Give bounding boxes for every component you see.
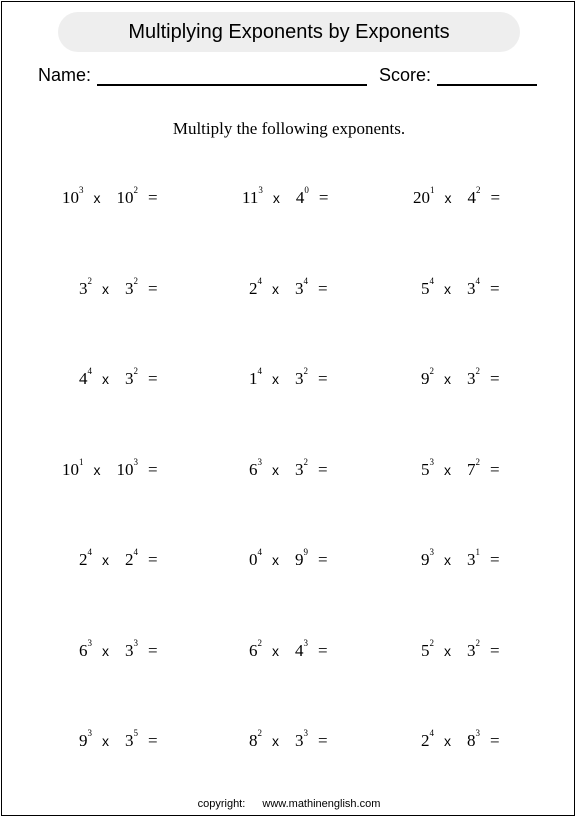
exponent-1: 4 [257, 547, 262, 558]
equals-sign: = [318, 369, 328, 388]
exponent-1: 4 [87, 547, 92, 558]
multiply-sign: x [272, 733, 279, 749]
problem-1-3 [413, 185, 501, 208]
multiply-sign: x [102, 371, 109, 387]
exponent-1: 2 [429, 366, 434, 377]
exponent-1: 4 [257, 366, 262, 377]
base-1: $2^4$ [249, 276, 262, 298]
equals-sign: = [490, 369, 500, 388]
footer [0, 798, 578, 810]
equals-sign: = [318, 550, 328, 569]
problem-2-3 [421, 276, 500, 299]
exponent-2: 2 [476, 185, 481, 196]
exponent-1: 3 [429, 547, 434, 558]
base-2: $3^4$ [295, 276, 308, 298]
problem-3-1 [79, 366, 158, 389]
equals-sign: = [318, 188, 329, 207]
exponent-1: 1 [430, 185, 435, 196]
base-1: $10^1$ [62, 457, 84, 479]
multiply-sign: x [444, 733, 451, 749]
exponent-2: 1 [475, 547, 480, 558]
base-2: $9^9$ [295, 547, 308, 569]
problem-6-3 [421, 638, 500, 661]
base-2: $10^2$ [116, 185, 138, 207]
problem-4-2 [249, 457, 328, 480]
exponent-2: 2 [475, 638, 480, 649]
exponent-2: 2 [475, 366, 480, 377]
base-1: $5^3$ [421, 457, 434, 479]
exponent-1: 3 [429, 457, 434, 468]
problem-4-1 [62, 457, 158, 480]
base-2: $3^5$ [125, 728, 138, 750]
exponent-1: 3 [87, 638, 92, 649]
exponent-1: 4 [87, 366, 92, 377]
problem-6-2 [249, 638, 328, 661]
exponent-2: 2 [133, 185, 138, 196]
base-1: $5^2$ [421, 638, 434, 660]
base-2: $3^3$ [295, 728, 308, 750]
base-2: $4^2$ [467, 185, 481, 207]
multiply-sign: x [102, 733, 109, 749]
multiply-sign: x [272, 643, 279, 659]
exponent-1: 3 [79, 185, 84, 196]
problem-7-2 [249, 728, 328, 751]
base-2: $3^3$ [125, 638, 138, 660]
exponent-2: 4 [475, 276, 480, 287]
exponent-2: 9 [303, 547, 308, 558]
exponent-2: 0 [304, 185, 309, 196]
equals-sign: = [490, 731, 500, 750]
problem-7-3 [421, 728, 500, 751]
problem-2-2 [249, 276, 328, 299]
multiply-sign: x [272, 190, 280, 206]
base-2: $3^2$ [295, 457, 308, 479]
exponent-1: 4 [257, 276, 262, 287]
problem-7-1 [79, 728, 158, 751]
equals-sign: = [318, 641, 328, 660]
equals-sign: = [490, 188, 501, 207]
multiply-sign: x [272, 281, 279, 297]
exponent-1: 1 [79, 457, 84, 468]
problem-2-1 [79, 276, 158, 299]
base-1: $9^3$ [79, 728, 92, 750]
base-2: $3^2$ [467, 366, 480, 388]
equals-sign: = [148, 641, 158, 660]
name-label: Name: [38, 65, 92, 85]
multiply-sign: x [102, 281, 109, 297]
base-1: $4^4$ [79, 366, 92, 388]
problem-5-2 [249, 547, 328, 570]
multiply-sign: x [444, 462, 451, 478]
exponent-2: 5 [133, 728, 138, 739]
equals-sign: = [148, 279, 158, 298]
base-1: $9^2$ [421, 366, 434, 388]
exponent-2: 4 [303, 276, 308, 287]
exponent-2: 4 [133, 547, 138, 558]
exponent-1: 4 [429, 276, 434, 287]
base-1: $1^4$ [249, 366, 262, 388]
multiply-sign: x [93, 190, 101, 206]
base-2: $3^2$ [467, 638, 480, 660]
multiply-sign: x [102, 643, 109, 659]
base-2: $10^3$ [116, 457, 138, 479]
exponent-2: 3 [133, 638, 138, 649]
base-2: $3^2$ [295, 366, 308, 388]
worksheet-title: Multiplying Exponents by Exponents [128, 20, 450, 43]
instructions: Multiply the following exponents. [172, 119, 406, 138]
exponent-1: 3 [87, 728, 92, 739]
base-1: $0^4$ [249, 547, 262, 569]
exponent-1: 2 [429, 638, 434, 649]
base-1: $3^2$ [79, 276, 92, 298]
multiply-sign: x [102, 552, 109, 568]
equals-sign: = [148, 550, 158, 569]
base-1: $9^3$ [421, 547, 434, 569]
exponent-2: 2 [133, 366, 138, 377]
base-2: $2^4$ [125, 547, 138, 569]
problem-1-2 [242, 185, 329, 208]
copyright-label: copyright: [197, 798, 246, 810]
exponent-1: 2 [257, 638, 262, 649]
base-1: $10^3$ [62, 185, 84, 207]
equals-sign: = [148, 460, 158, 479]
multiply-sign: x [272, 462, 279, 478]
equals-sign: = [490, 279, 500, 298]
equals-sign: = [490, 460, 500, 479]
problem-5-1 [79, 547, 158, 570]
exponent-2: 3 [303, 638, 308, 649]
score-blank-line[interactable] [437, 66, 537, 86]
multiply-sign: x [444, 371, 451, 387]
name-score-row [38, 60, 537, 86]
problem-3-3 [421, 366, 500, 389]
base-2: $8^3$ [467, 728, 480, 750]
equals-sign: = [490, 641, 500, 660]
name-blank-line[interactable] [97, 66, 367, 86]
exponent-2: 3 [133, 457, 138, 468]
exponent-1: 2 [257, 728, 262, 739]
equals-sign: = [148, 188, 158, 207]
base-2: $4^0$ [295, 185, 309, 207]
multiply-sign: x [272, 371, 279, 387]
exponent-2: 2 [133, 276, 138, 287]
exponent-1: 4 [429, 728, 434, 739]
exponent-2: 3 [303, 728, 308, 739]
multiply-sign: x [444, 552, 451, 568]
base-1: $2^4$ [79, 547, 92, 569]
equals-sign: = [148, 731, 158, 750]
base-2: $3^2$ [125, 276, 138, 298]
multiply-sign: x [93, 462, 101, 478]
exponent-2: 2 [303, 366, 308, 377]
problem-5-3 [421, 547, 500, 570]
exponent-1: 3 [257, 457, 262, 468]
base-2: $7^2$ [467, 457, 480, 479]
exponent-1: 2 [87, 276, 92, 287]
exponent-2: 3 [475, 728, 480, 739]
multiply-sign: x [444, 281, 451, 297]
multiply-sign: x [272, 552, 279, 568]
exponent-1: 3 [258, 185, 263, 196]
base-1: $20^1$ [413, 185, 435, 207]
equals-sign: = [318, 279, 328, 298]
equals-sign: = [148, 369, 158, 388]
problem-6-1 [79, 638, 158, 661]
problem-4-3 [421, 457, 500, 480]
equals-sign: = [318, 460, 328, 479]
equals-sign: = [490, 550, 500, 569]
base-2: $3^2$ [125, 366, 138, 388]
base-1: $6^2$ [249, 638, 262, 660]
score-label: Score: [379, 65, 432, 85]
multiply-sign: x [444, 643, 451, 659]
base-1: $11^3$ [242, 185, 263, 207]
problem-1-1 [62, 185, 158, 208]
worksheet-title-banner [58, 12, 520, 52]
exponent-2: 2 [475, 457, 480, 468]
base-1: $8^2$ [249, 728, 262, 750]
base-2: $4^3$ [295, 638, 308, 660]
equals-sign: = [318, 731, 328, 750]
base-1: $5^4$ [421, 276, 434, 298]
base-1: $6^3$ [249, 457, 262, 479]
copyright-url: www.mathinenglish.com [262, 798, 381, 810]
multiply-sign: x [444, 190, 452, 206]
base-2: $3^4$ [467, 276, 480, 298]
exponent-2: 2 [303, 457, 308, 468]
problem-3-2 [249, 366, 328, 389]
base-1: $2^4$ [421, 728, 434, 750]
base-1: $6^3$ [79, 638, 92, 660]
base-2: $3^1$ [467, 547, 480, 569]
